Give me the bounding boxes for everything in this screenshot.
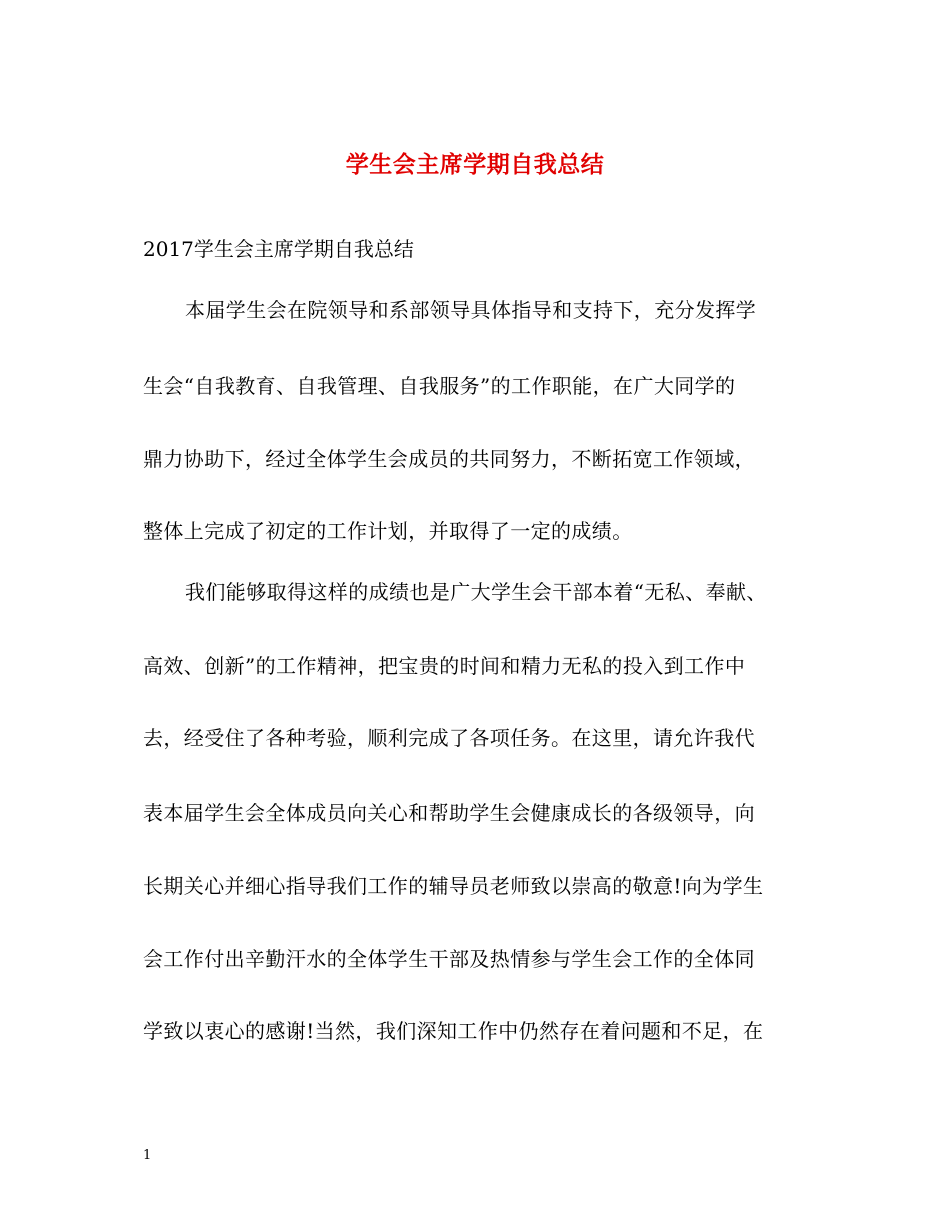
paragraph-1-line-3: 鼎力协助下，经过全体学生会成员的共同努力，不断拓宽工作领域，	[143, 447, 755, 471]
paragraph-2-line-7: 学致以衷心的感谢!当然，我们深知工作中仍然存在着问题和不足，在	[143, 1019, 764, 1043]
paragraph-1-line-1: 本届学生会在院领导和系部领导具体指导和支持下，充分发挥学	[185, 298, 757, 322]
paragraph-2-line-3: 去，经受住了各种考验，顺利完成了各项任务。在这里，请允许我代	[143, 726, 755, 750]
paragraph-1-line-4: 整体上完成了初定的工作计划，并取得了一定的成绩。	[143, 519, 633, 543]
document-subtitle: 2017学生会主席学期自我总结	[143, 237, 414, 261]
paragraph-2-line-1: 我们能够取得这样的成绩也是广大学生会干部本着“无私、奉献、	[185, 580, 767, 604]
paragraph-2-line-4: 表本届学生会全体成员向关心和帮助学生会健康成长的各级领导，向	[143, 801, 755, 825]
paragraph-1-line-2: 生会“自我教育、自我管理、自我服务”的工作职能，在广大同学的	[143, 374, 736, 398]
page-number: 1	[143, 1148, 152, 1163]
document-title: 学生会主席学期自我总结	[345, 151, 605, 178]
paragraph-2-line-5: 长期关心并细心指导我们工作的辅导员老师致以崇高的敬意!向为学生	[143, 874, 764, 898]
paragraph-2-line-2: 高效、创新”的工作精神，把宝贵的时间和精力无私的投入到工作中	[143, 654, 746, 678]
paragraph-2-line-6: 会工作付出辛勤汗水的全体学生干部及热情参与学生会工作的全体同	[143, 947, 755, 971]
